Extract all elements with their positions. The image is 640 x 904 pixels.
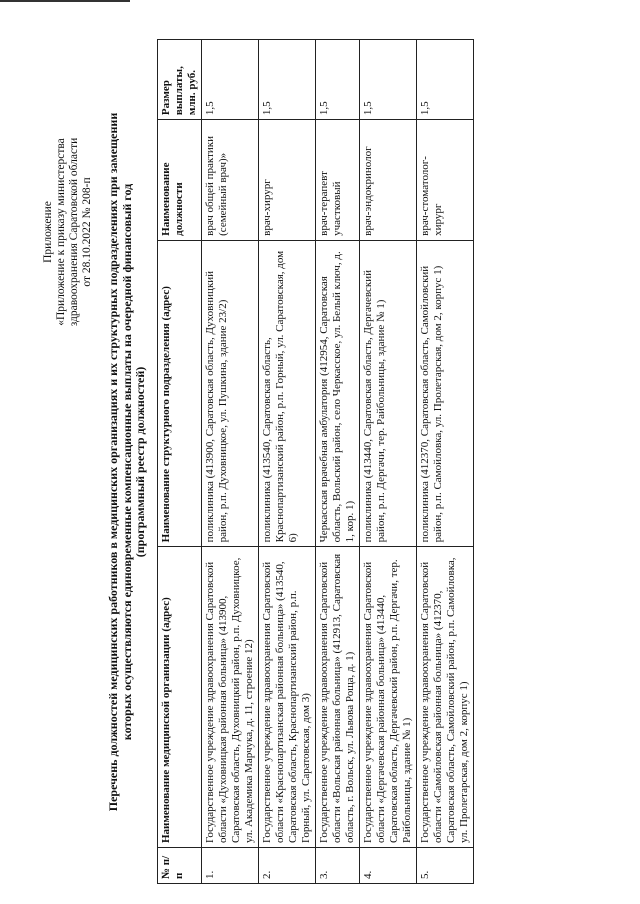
row-num: 4. xyxy=(360,848,417,884)
appendix-line-3: здравоохранения Саратовской области xyxy=(68,137,80,327)
header-amount: Размер выплаты, млн. руб. xyxy=(158,40,202,120)
header-num: № п/п xyxy=(158,848,202,884)
row-org: Государственное учреждение здравоохранения Саратовской области «Самойловская районная больница» (412370, Саратовская область, Самойловский район, р.п. Самойловка, ул. Пролетарская, дом 2, корпус 1) xyxy=(417,547,474,848)
row-unit: Черкасская врачебная амбулатория (412954, Саратовская область, Вольский район, село Черкасское, ул. Белый ключ, д. 1, кор. 1) xyxy=(316,240,360,546)
row-num: 5. xyxy=(417,848,474,884)
row-position: врач общей практики (семейный врач)» xyxy=(202,120,259,241)
table-row xyxy=(202,40,259,884)
row-amount: 1,5 xyxy=(259,40,316,120)
appendix-line-2: «Приложение к приказу министерства xyxy=(55,138,67,326)
document-title xyxy=(107,42,148,882)
row-org: Государственное учреждение здравоохранения Саратовской области «Духовницкая районная больница» (413900, Саратовская область, Духовницкий район, р.п. Духовницкое, ул. Академика Марчука, д. 11, строение 12) xyxy=(202,547,259,848)
row-unit: поликлиника (413440, Саратовская область, Дергачевский район, р.п. Дергачи, тер. Райбольницы, здание № 1) xyxy=(360,240,417,546)
header-position: Наименование должности xyxy=(158,120,202,241)
table-header-row xyxy=(158,40,202,884)
rotated-sheet xyxy=(22,32,622,892)
appendix-block xyxy=(42,52,94,412)
table-row xyxy=(417,40,474,884)
row-amount: 1,5 xyxy=(417,40,474,120)
title-line-1: Перечень должностей медицинских работников в медицинских организациях и их структурных подразделениях при замещении xyxy=(106,112,120,812)
row-position: врач-стоматолог-хирург xyxy=(417,120,474,241)
table-row xyxy=(360,40,417,884)
title-line-2: которых осуществляются единовременные компенсационные выплаты на очередной финансовый год xyxy=(119,183,134,741)
row-amount: 1,5 xyxy=(202,40,259,120)
header-org: Наименование медицинской организации (адрес) xyxy=(158,547,202,848)
row-num: 3. xyxy=(316,848,360,884)
row-org: Государственное учреждение здравоохранения Саратовской области «Краснопартизанская районная больница» (413540, Саратовская область, Краснопартизанский район, р.п. Горный, ул. Саратовская, дом 3) xyxy=(259,547,316,848)
header-unit: Наименование структурного подразделения (адрес) xyxy=(158,240,202,546)
table-row xyxy=(259,40,316,884)
positions-table xyxy=(157,39,474,884)
row-num: 2. xyxy=(259,848,316,884)
appendix-line-4: от 28.10.2022 № 208-п xyxy=(81,177,93,287)
title-line-3: (программный реестр должностей) xyxy=(133,366,147,558)
row-position: врач-терапевт участковый xyxy=(316,120,360,241)
top-edge-line xyxy=(0,0,130,2)
row-num: 1. xyxy=(202,848,259,884)
row-position: врач-эндокринолог xyxy=(360,120,417,241)
row-amount: 1,5 xyxy=(360,40,417,120)
row-unit: поликлиника (413540, Саратовская область, Краснопартизанский район, р.п. Горный, ул. Саратовская, дом 6) xyxy=(259,240,316,546)
row-amount: 1,5 xyxy=(316,40,360,120)
row-org: Государственное учреждение здравоохранения Саратовской области «Вольская районная больница» (412913, Саратовская область, г. Вольск, ул. Львова Роща, д. 1) xyxy=(316,547,360,848)
appendix-line-1: Приложение xyxy=(42,201,54,263)
row-unit: поликлиника (412370, Саратовская область, Самойловский район, р.п. Самойловка, ул. Пролетарская, дом 2, корпус 1) xyxy=(417,240,474,546)
row-org: Государственное учреждение здравоохранения Саратовской области «Дергачевская районная больница» (413440, Саратовская область, Дергачевский район, р.п. Дергачи, тер. Райбольницы, здание № 1) xyxy=(360,547,417,848)
row-unit: поликлиника (413900, Саратовская область, Духовницкий район, р.п. Духовницкое, ул. Пушкина, здание 23/2) xyxy=(202,240,259,546)
row-position: врач-хирург xyxy=(259,120,316,241)
table-row xyxy=(316,40,360,884)
